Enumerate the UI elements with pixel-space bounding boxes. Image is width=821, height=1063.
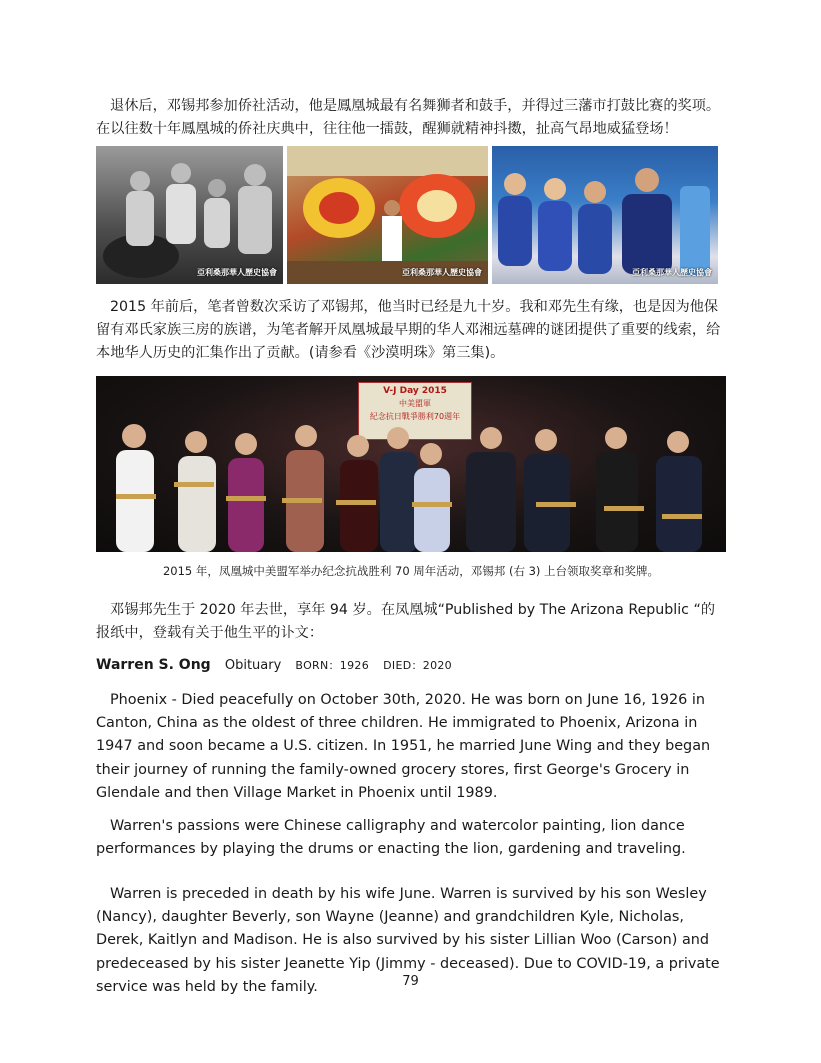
paragraph-interview: 2015 年前后，笔者曾数次采访了邓锡邦，他当时已经是九十岁。我和邓先生有缘，也是因为他保留有邓氏家族三房的族谱，为笔者解开凤凰城最早期的华人邓湘远墓碑的谜团提供了重要的线索，给本地华人历史的汇集作出了贡献。(请参看《沙漠明珠》第三集)。 xyxy=(96,299,721,361)
watermark-text: 亞利桑那華人歷史協會 xyxy=(197,268,277,277)
paragraph-intro: 退休后，邓锡邦参加侨社活动，他是鳳凰城最有名舞狮者和鼓手，并得过三藩市打鼓比赛的奖项。在以往数十年鳳凰城的侨社庆典中，往往他一擂鼓，醒狮就精神抖擞，扯高气昂地威猛登场！ xyxy=(96,98,721,137)
photo-caption: 2015 年，凤凰城中美盟军举办纪念抗战胜利 70 周年活动，邓锡邦 (右 3) 上台领取奖章和奖牌。 xyxy=(162,564,660,578)
photo-drummers xyxy=(96,146,283,284)
photo-row xyxy=(96,146,718,284)
page-number: 79 xyxy=(402,974,419,989)
obituary-name: Warren S. Ong xyxy=(96,657,211,673)
watermark-text: 亞利桑那華人歷史協會 xyxy=(402,268,482,277)
photo-vj-day-ceremony xyxy=(96,376,726,552)
drum-team-illustration xyxy=(492,146,718,284)
lion-dance-illustration xyxy=(287,146,488,284)
honorees-group-illustration xyxy=(96,376,726,552)
obituary-died: DIED：2020 xyxy=(383,659,452,672)
drummers-illustration xyxy=(96,146,283,284)
paragraph-obituary-bio: Phoenix - Died peacefully on October 30th, 2020. He was born on June 16, 1926 in Canton, China as the oldest of three children. He immigrated to Phoenix, Arizona in 1947 and soon became a U.S. citizen. In 1951, he married June Wing and they began their journey of running the family-owned grocery stores, first George's Grocery in Glendale and then Village Market in Phoenix until 1989. xyxy=(96,692,711,801)
paragraph-obituary-family: Warren is preceded in death by his wife June. Warren is survived by his son Wesley (Nancy), daughter Beverly, son Wayne (Jeanne) and grandchildren Kyle, Nicholas, Derek, Kaitlyn and Madison. He is also survived by his sister Lillian Woo (Carson) and predeceased by his sister Jeanette Yip (Jimmy - deceased). Due to COVID-19, a private service was held by the family. xyxy=(96,886,720,995)
photo-drum-team xyxy=(492,146,718,284)
obituary-header xyxy=(96,657,452,673)
paragraph-obituary-intro: 邓锡邦先生于 2020 年去世，享年 94 岁。在凤凰城“Published by The Arizona Republic “的报纸中，登载有关于他生平的讣文： xyxy=(96,602,716,641)
photo-lion-dance xyxy=(287,146,488,284)
obituary-label: Obituary xyxy=(224,658,282,673)
vj-banner-line1: 中美盟軍 xyxy=(399,399,431,408)
paragraph-obituary-passions: Warren's passions were Chinese calligraphy and watercolor painting, lion dance performances by playing the drums or enacting the lion, gardening and traveling. xyxy=(96,818,686,858)
vj-banner-line2: 紀念抗日戰爭勝利70週年 xyxy=(369,412,461,421)
watermark-text: 亞利桑那華人歷史協會 xyxy=(632,268,712,277)
obituary-born: BORN：1926 xyxy=(295,659,369,672)
vj-banner-title: V-J Day 2015 xyxy=(383,386,447,396)
